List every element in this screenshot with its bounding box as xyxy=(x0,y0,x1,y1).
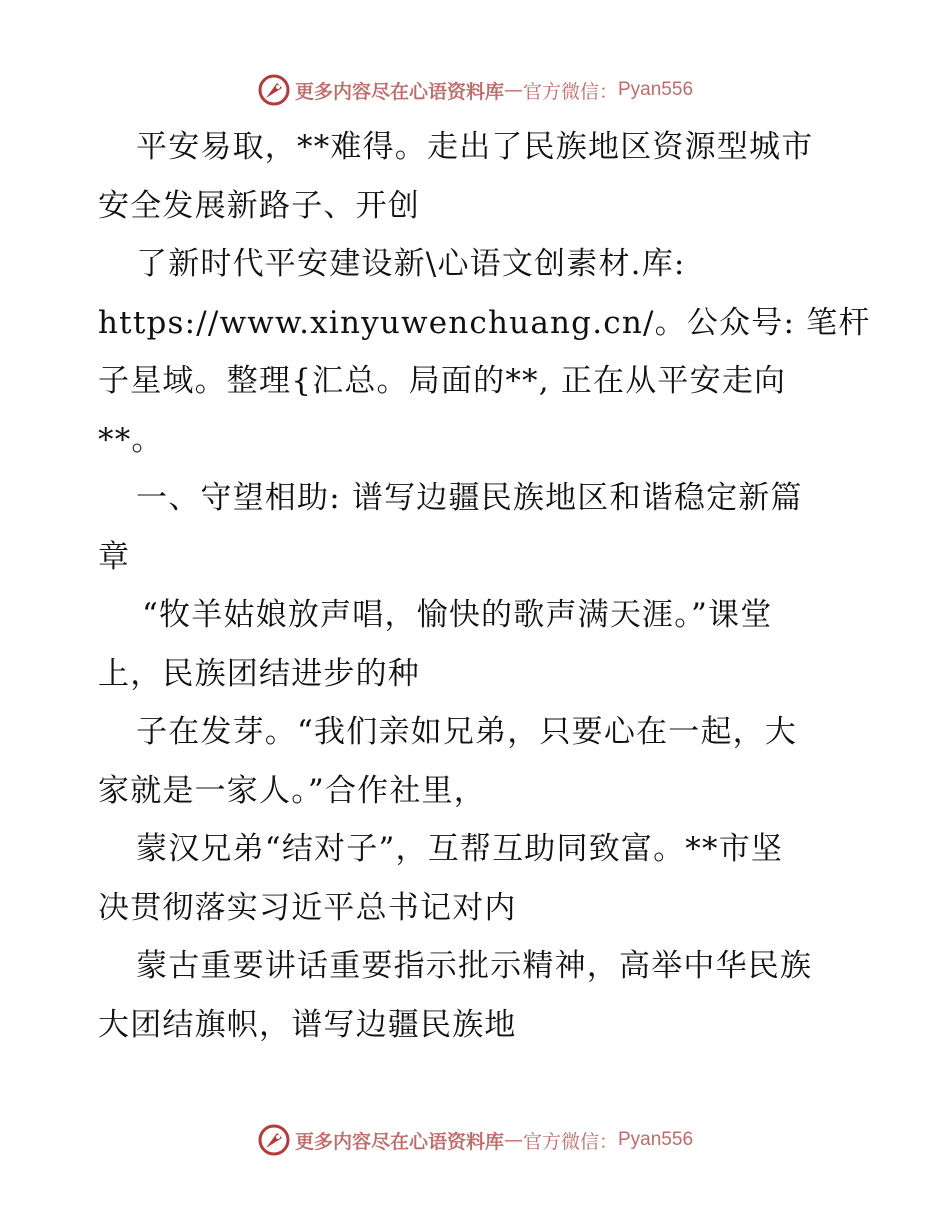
watermark-main-text: 更多内容尽在心语资料库 xyxy=(294,80,504,103)
document-body xyxy=(98,118,871,1054)
text-line: 子星域。整理{汇总。局面的**, 正在从平安走向 xyxy=(98,363,787,399)
header-watermark xyxy=(0,70,950,110)
text-line: 安全发展新路子、开创 xyxy=(98,187,420,224)
text-line: 章 xyxy=(98,538,131,575)
text-line: 蒙汉兄弟“结对子”，互帮互助同致富。**市坚 xyxy=(136,831,784,867)
text-line: 决贯彻落实习近平总书记对内 xyxy=(98,889,517,926)
text-line: https://www.xinyuwenchuang.cn/。公众号: 笔杆 xyxy=(98,304,871,341)
text-line: 了新时代平安建设新\心语文创素材.库: xyxy=(136,246,686,282)
pen-nib-circle-icon xyxy=(257,1123,291,1157)
watermark-id: Pyan556 xyxy=(618,79,694,100)
watermark-dash: — xyxy=(503,79,523,101)
watermark-label: 官方微信： xyxy=(522,80,618,103)
text-line: 上，民族团结进步的种 xyxy=(98,655,420,692)
section-heading: 一、守望相助: 谱写边疆民族地区和谐稳定新篇 xyxy=(136,480,803,516)
watermark-label: 官方微信： xyxy=(522,1130,618,1153)
text-line: 大团结旗帜，谱写边疆民族地 xyxy=(98,1006,517,1043)
text-line: 家就是一家人。”合作社里， xyxy=(98,772,486,809)
pen-nib-circle-icon xyxy=(257,73,291,107)
text-line: **。 xyxy=(98,421,164,458)
watermark-main-text: 更多内容尽在心语资料库 xyxy=(294,1130,504,1153)
text-line: 平安易取，**难得。走出了民族地区资源型城市 xyxy=(136,129,814,165)
text-line: 子在发芽。“我们亲如兄弟，只要心在一起，大 xyxy=(136,714,798,750)
watermark-id: Pyan556 xyxy=(618,1129,694,1150)
text-line: “牧羊姑娘放声唱，愉快的歌声满天涯。”课堂 xyxy=(142,597,773,633)
text-line: 蒙古重要讲话重要指示批示精神，高举中华民族 xyxy=(136,948,813,984)
watermark-dash: — xyxy=(503,1129,523,1151)
footer-watermark xyxy=(0,1120,950,1160)
